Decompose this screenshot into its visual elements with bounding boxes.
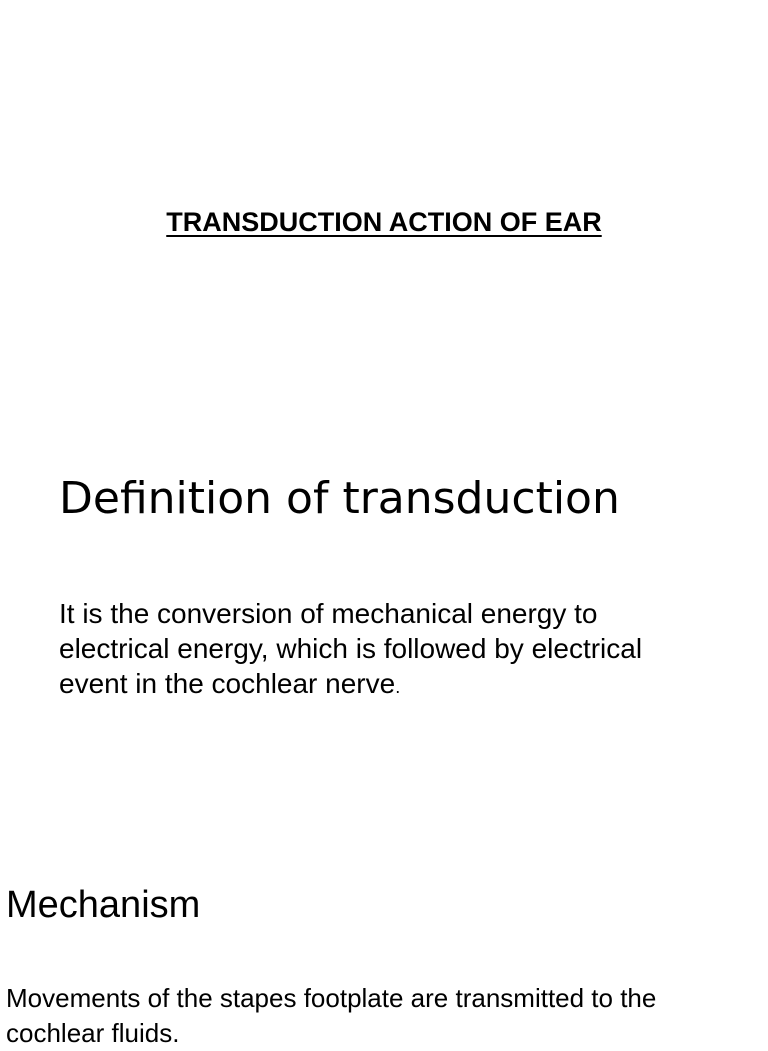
mechanism-heading: Mechanism [6, 884, 201, 926]
definition-paragraph [59, 596, 699, 705]
definition-body: It is the conversion of mechanical energy to electrical energy, which is followed by electrical event in the cochlear nerve [59, 598, 643, 699]
mechanism-paragraph: Movements of the stapes footplate are transmitted to the cochlear fluids. [6, 983, 657, 1048]
definition-heading: Definition of transduction [59, 473, 620, 524]
definition-period: . [395, 677, 401, 697]
page-title: TRANSDUCTION ACTION OF EAR [166, 207, 602, 237]
